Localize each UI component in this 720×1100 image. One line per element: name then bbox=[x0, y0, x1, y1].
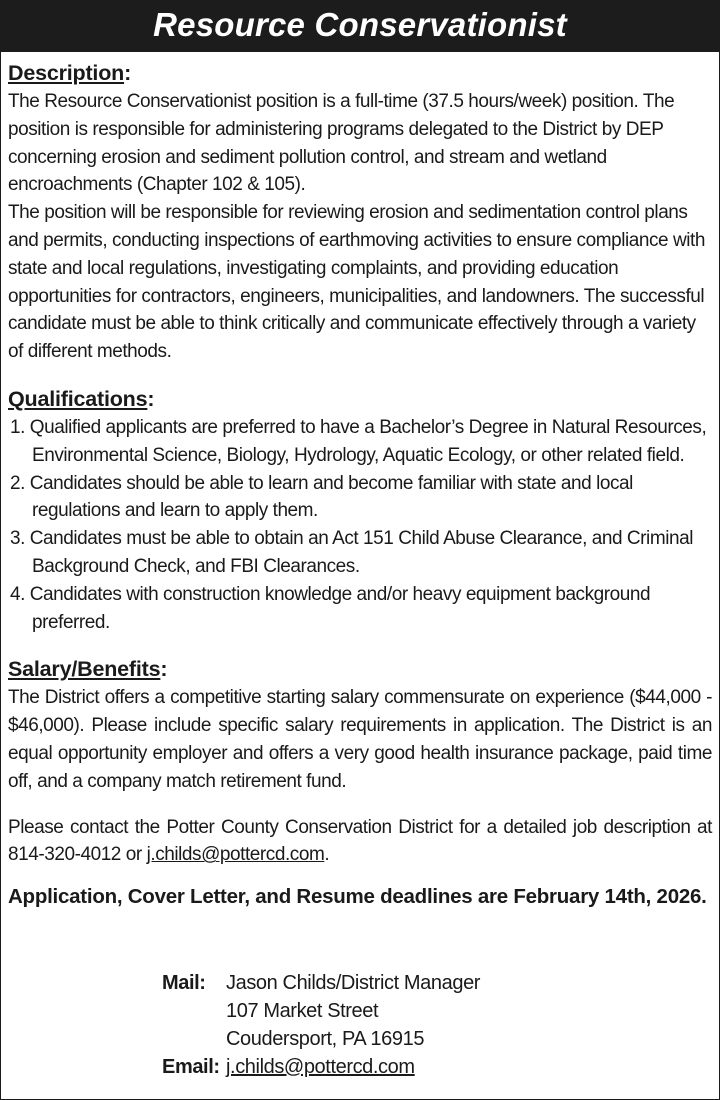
ad-content bbox=[8, 58, 712, 911]
list-item: 3. Candidates must be able to obtain an Act 151 Child Abuse Clearance, and Criminal Background Check, and FBI Clearances. bbox=[10, 528, 693, 577]
mail-label: Mail: bbox=[162, 972, 206, 994]
description-paragraph: The Resource Conservationist position is a full-time (37.5 hours/week) position. The position is responsible for administering programs delegated to the District by DEP concerning erosion and sediment pollution control, and stream and wetland encroachments (Chapter 102 & 105). bbox=[8, 91, 675, 196]
contact-email-link[interactable]: j.childs@pottercd.com bbox=[146, 844, 325, 866]
salary-text: The District offers a competitive starting salary commensurate on experience ($44,000 - $46,000). Please include specific salary requirements in application. The District is an equal opportunity employer and offers a very good health insurance package, paid time off, and a company match retirement fund. bbox=[8, 687, 712, 792]
description-heading: Description: bbox=[8, 61, 132, 85]
list-item: 1. Qualified applicants are preferred to have a Bachelor’s Degree in Natural Resources, Environmental Science, Biology, Hydrology, Aquatic Ecology, or other related field. bbox=[10, 416, 707, 466]
qualifications-section bbox=[8, 384, 712, 636]
page-title: Resource Conservationist bbox=[0, 0, 720, 52]
salary-heading: Salary/Benefits: bbox=[8, 657, 168, 682]
description-paragraph: The position will be responsible for reviewing erosion and sedimentation control plans and permits, conducting inspections of earthmoving activities to ensure compliance with state and local regulations, investigating complaints, and providing education opportunities for contractors, engineers, municipalities, and landowners. The successful candidate must be able to think critically and communicate effectively through a variety of different methods. bbox=[8, 202, 705, 363]
contact-text: Please contact the Potter County Conservation District for a detailed job description at 814-320-4012 or j.childs@pottercd.com. bbox=[8, 816, 712, 866]
address-line: Jason Childs/District Manager bbox=[226, 972, 481, 994]
description-section bbox=[8, 58, 712, 366]
address-line: 107 Market Street bbox=[226, 1000, 379, 1022]
mail-address bbox=[226, 969, 480, 1053]
email-label: Email: bbox=[162, 1056, 220, 1078]
mail-email-link[interactable]: j.childs@pottercd.com bbox=[226, 1056, 415, 1078]
salary-section bbox=[8, 654, 712, 795]
deadline-text: Application, Cover Letter, and Resume deadlines are February 14th, 2026. bbox=[8, 885, 707, 909]
qualifications-list bbox=[8, 414, 712, 636]
qualifications-heading: Qualifications: bbox=[8, 386, 155, 411]
list-item: 2. Candidates should be able to learn and become familiar with state and local regulations and learn to apply them. bbox=[10, 472, 633, 522]
mail-block bbox=[162, 969, 480, 1081]
list-item: 4. Candidates with construction knowledge and/or heavy equipment background preferred. bbox=[10, 583, 651, 633]
address-line: Coudersport, PA 16915 bbox=[226, 1028, 425, 1050]
